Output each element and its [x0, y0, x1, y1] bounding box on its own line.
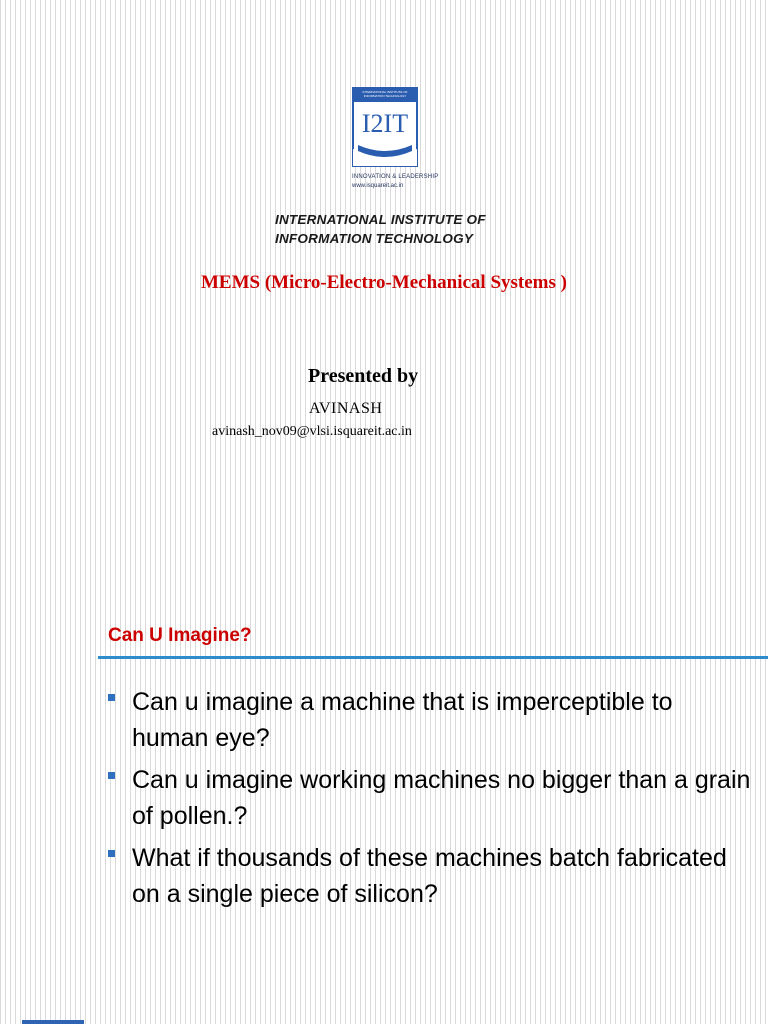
badge-mark: I2IT: [361, 109, 409, 138]
square-bullet-icon: [108, 772, 115, 779]
bullet-list: [104, 684, 754, 918]
square-bullet-icon: [108, 850, 115, 857]
corner-accent-bar: [22, 1020, 84, 1024]
presented-by-label: Presented by: [308, 365, 419, 387]
institute-name: [275, 210, 486, 248]
author-email: avinash_nov09@vlsi.isquareit.ac.in: [212, 424, 412, 439]
logo-tagline: INNOVATION & LEADERSHIP: [352, 174, 439, 180]
bullet-text: Can u imagine working machines no bigger than a grain of pollen.?: [132, 766, 751, 830]
bullet-item: [104, 840, 754, 912]
badge-top-text: INTERNATIONAL INSTITUTE OF INFORMATION TECHNOLOGY: [362, 90, 408, 98]
logo-badge: [352, 87, 418, 167]
content-slide: [0, 580, 768, 1024]
slide-heading: Can U Imagine?: [108, 625, 252, 646]
bullet-text: Can u imagine a machine that is imperceptible to human eye?: [132, 688, 673, 752]
heading-rule: [98, 656, 768, 659]
square-bullet-icon: [108, 694, 115, 701]
institute-name-line2: INFORMATION TECHNOLOGY: [275, 231, 474, 246]
bullet-text: What if thousands of these machines batch fabricated on a single piece of silicon?: [132, 844, 727, 908]
bullet-item: [104, 684, 754, 756]
author-name: AVINASH: [309, 400, 383, 417]
slide-title: MEMS (Micro-Electro-Mechanical Systems ): [200, 272, 567, 293]
bullet-item: [104, 762, 754, 834]
institute-name-line1: INTERNATIONAL INSTITUTE OF: [275, 212, 486, 227]
logo-url: www.isquareit.ac.in: [352, 183, 404, 189]
i2it-logo: [352, 87, 439, 190]
